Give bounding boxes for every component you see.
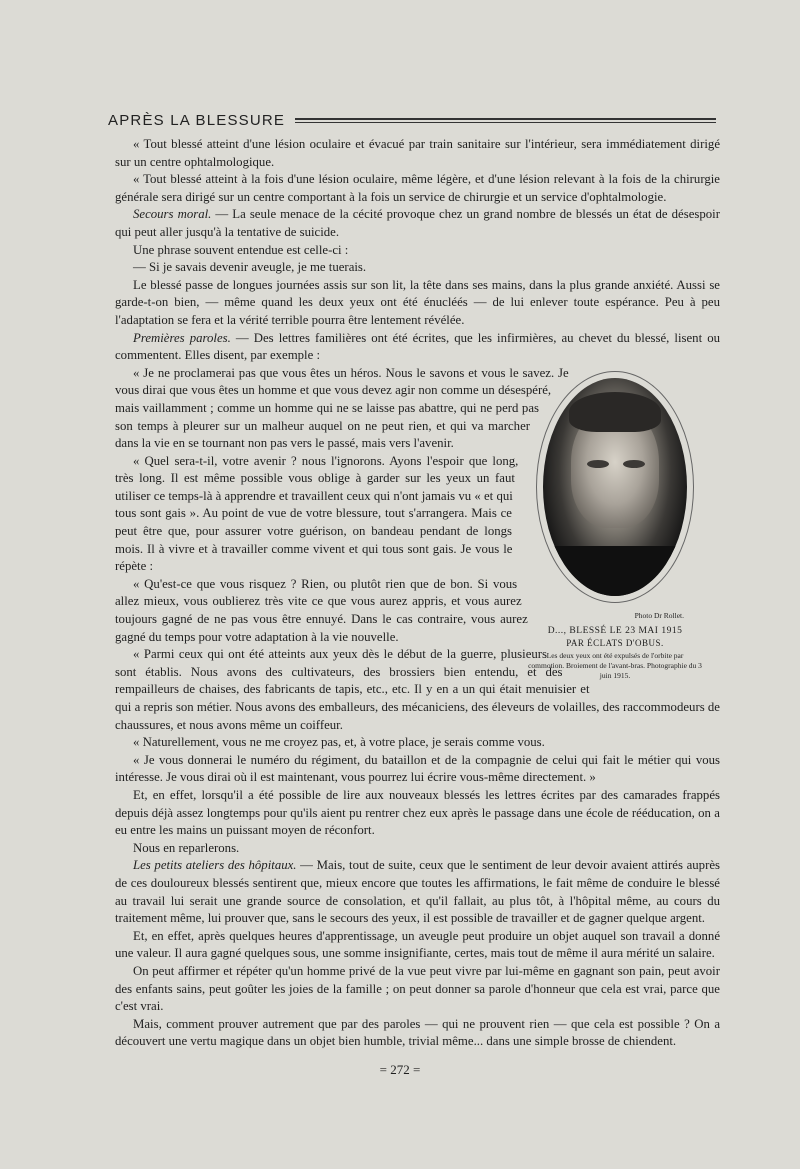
caption-title: D..., BLESSÉ LE 23 MAI 1915 xyxy=(547,625,683,636)
eye-shape xyxy=(623,460,645,468)
photo-credit: Photo Dr Rollet. xyxy=(634,610,684,620)
paragraph: Mais, comment prouver autrement que par des paroles — qui ne prouvent rien — que cela est possible ? On a découvert une vertu magique dans un objet bien humble, trivial même... dans une simple brosse de chiendent. xyxy=(115,1016,720,1049)
caption-subtitle: PAR ÉCLATS D'OBUS. xyxy=(566,637,664,648)
paragraph: « Tout blessé atteint à la fois d'une lésion oculaire, même légère, et d'une lésion relevant à la fois de la chirurgie générale sera dirigé sur un centre comportant à la fois un service de chirurgie et un service d'ophtalmologie. xyxy=(115,172,720,204)
paragraph: « Parmi ceux qui ont été atteints aux yeux dès le début de la guerre, plusieurs sont établis. Nous avons des cultivateurs, des brossiers bien entendu, et des rempailleurs de chaises, des fabricants de tapis, etc., etc. Il y en a un qui était menuisier et qui a repris son métier. Nous avons des emballeurs, des mécaniciens, des éleveurs de volailles, des raccommodeurs de chaussures, et nous avons même un coiffeur. xyxy=(115,647,720,732)
paragraph: « Tout blessé atteint d'une lésion oculaire et évacué par train sanitaire sur l'intérieur, sera immédiatement dirigé sur un centre ophtalmologique. xyxy=(115,137,720,169)
paragraph: « Naturellement, vous ne me croyez pas, et, à votre place, je serais comme vous. xyxy=(133,735,545,750)
paragraph: Une phrase souvent entendue est celle-ci : xyxy=(133,242,349,257)
header-rule xyxy=(295,118,716,123)
section-heading: Premières paroles. xyxy=(133,330,231,345)
header-title: APRÈS LA BLESSURE xyxy=(108,112,286,129)
paragraph: « Je ne proclamerai pas que vous êtes un héros. Nous le savons et vous le savez. Je vous dirai que vous êtes un homme et que vous devez agir non comme un désespéré, mais vaillamment ; comme un homme qui ne se laisse pas abattre, qui ne perd pas son temps à pleurer sur un malheur auquel on ne peut rien, et qui va marcher dans la vie en se tournant non pas vers le passé, mais vers l'avenir. xyxy=(115,365,569,451)
paragraph: — Si je savais devenir aveugle, je me tuerais. xyxy=(133,260,367,275)
paragraph: Secours moral. — La seule menace de la cécité provoque chez un grand nombre de blessés un état de désespoir qui peut aller jusqu'à la tentative de suicide. xyxy=(115,207,720,239)
paragraph: « Quel sera-t-il, votre avenir ? nous l'ignorons. Ayons l'espoir que long, très long. Il est même possible vous oblige à garder sur les yeux un faut utiliser ce temps-là à apprendre et travaillent ceux qui n'ont jamais vu « et qui tous sont gais ». Au point de vue de votre blessure, tout s'arrangera. Mais ce peut être que, pour assurer votre guérison, on bandeau pendant de longs mois. Il à vivre et à travailler comme vivent et qui tous sont gais. Je vous le répète : xyxy=(115,453,519,574)
portrait-photo xyxy=(543,378,687,596)
running-header xyxy=(108,112,716,129)
paragraph: « Je vous donnerai le numéro du régiment, du bataillon et de la compagnie de celui qui fait le métier qui vous intéresse. Je vous dirai où il est maintenant, vous pourrez lui écrire vous-même directement. » xyxy=(115,752,720,785)
section-heading: Secours moral. xyxy=(133,207,212,222)
paragraph: Et, en effet, après quelques heures d'apprentissage, un aveugle peut produire un objet auquel son travail a donné une valeur. Il aura gagné quelques sous, une somme insignifiante, certes, mais tout de même il aura mérité un salaire. xyxy=(115,928,720,961)
body-text xyxy=(115,136,720,1051)
caption-text: Les deux yeux ont été expulsés de l'orbite par commotion. Broiement de l'avant-bras. Photographie du 3 juin 1915. xyxy=(528,650,702,680)
paragraph: Le blessé passe de longues journées assis sur son lit, la tête dans ses mains, dans la plus grande anxiété. Aussi se garde-t-on bien, — même quand les deux yeux ont été énucléés — de lui enlever toute espérance. Peu à peu l'adaptation se fera et la vérité terrible pourra être lentement révélée. xyxy=(115,277,720,327)
paragraph: On peut affirmer et répéter qu'un homme privé de la vue peut vivre par lui-même en gagnant son pain, peut avoir des enfants sains, peut goûter les joies de la famille ; on peut donner sa parole d'honneur que cela est vrai, parce que c'est vrai. xyxy=(115,963,720,1014)
paragraph: Nous en reparlerons. xyxy=(133,840,240,855)
portrait-figure xyxy=(522,371,708,681)
paragraph: Les petits ateliers des hôpitaux. — Mais, tout de suite, ceux que le sentiment de leur devoir avaient attirés auprès de ces douloureux blessés sentirent que, mieux encore que toutes les affirmations, le fait même de conduire le blessé au travail lui serait une grande source de consolation, et qu'il fallait, au plus tôt, à l'hôpital même, au cours du traitement même, lui prouver que, sans le secours des yeux, il est possible de travailler et de gagner quelque argent. xyxy=(115,858,720,926)
paragraph: « Qu'est-ce que vous risquez ? Rien, ou plutôt rien que de bon. Si vous allez mieux, vous oublierez très vite ce que vous aurez appris, et vous aurez toujours gagné de ne pas vous être ennuyé. Dans le cas contraire, vous aurez gagné du temps pour votre adaptation à la vie nouvelle. xyxy=(115,576,528,644)
page-number: = 272 = xyxy=(379,1062,421,1077)
hair-shape xyxy=(569,392,661,432)
section-heading: Les petits ateliers des hôpitaux. xyxy=(133,858,297,873)
paragraph: Premières paroles. — Des lettres familières ont été écrites, que les infirmières, au chevet du blessé, lisent ou commentent. Elles disent, par exemple : xyxy=(115,330,720,363)
paragraph: Et, en effet, lorsqu'il a été possible de lire aux nouveaux blessés les lettres écrites par des camarades frappés depuis déjà assez longtemps pour qu'ils aient pu rentrer chez eux après le passage dans une école de rééducation, on a eu entre les mains un puissant moyen de réconfort. xyxy=(115,787,720,838)
coat-shape xyxy=(543,546,687,596)
eye-shape xyxy=(587,460,609,468)
oval-frame xyxy=(536,371,694,603)
